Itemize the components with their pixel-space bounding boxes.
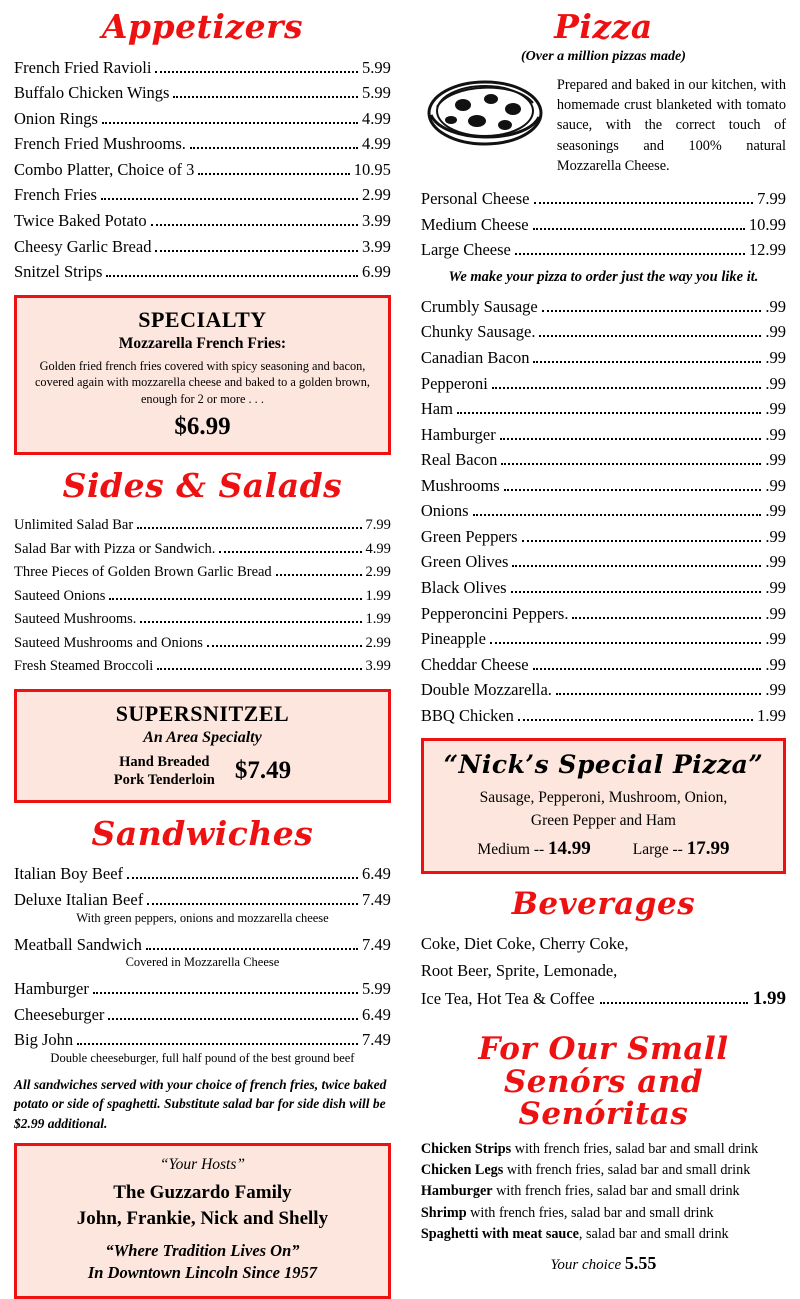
item-price: .99 [765, 552, 786, 572]
item-name: Three Pieces of Golden Brown Garlic Bread [14, 564, 272, 581]
pizza-sizes-list [421, 186, 786, 263]
specialty-subtitle: Mozzarella French Fries: [118, 334, 287, 352]
left-column [14, 7, 405, 1283]
beverages-heading: Beverages [511, 886, 696, 923]
item-desc: with french fries, salad bar and small drink [466, 1204, 714, 1221]
item-price: 6.99 [362, 262, 391, 282]
leader-dots [147, 903, 358, 905]
hosts-box [14, 1143, 391, 1299]
leader-dots [146, 948, 358, 950]
item-price: 10.95 [353, 159, 391, 179]
leader-dots [539, 335, 761, 337]
item-name: Canadian Bacon [420, 347, 530, 367]
item-price: .99 [765, 373, 786, 393]
leader-dots [518, 719, 753, 721]
leader-dots [151, 224, 358, 226]
menu-item [421, 549, 786, 575]
menu-item [14, 157, 391, 183]
item-name: Double Mozzarella. [420, 680, 552, 700]
appetizers-list [14, 55, 391, 285]
leader-dots [457, 412, 761, 414]
item-name: Hamburger [14, 979, 89, 999]
kids-list [421, 1139, 786, 1274]
item-name: Chicken Strips [420, 1140, 512, 1157]
item-price: .99 [765, 629, 786, 649]
item-price: 12.99 [748, 240, 786, 260]
leader-dots [207, 645, 362, 647]
item-price: 7.49 [362, 1030, 391, 1050]
item-name: French Fries [14, 185, 97, 205]
item-name: Sauteed Onions [14, 587, 106, 604]
leader-dots [501, 463, 761, 465]
leader-dots [102, 122, 358, 124]
item-name: Large Cheese [420, 240, 511, 260]
nicks-ingredients [436, 787, 771, 832]
item-name: Deluxe Italian Beef [14, 889, 144, 909]
item-price: 2.99 [362, 185, 391, 205]
menu-item [421, 524, 786, 550]
item-price: 5.99 [362, 83, 391, 103]
leader-dots [504, 489, 762, 491]
menu-item [421, 422, 786, 448]
hosts-family [29, 1180, 376, 1231]
pizza-illustration-icon [421, 73, 551, 156]
kids-heading [421, 1033, 786, 1131]
menu-item [14, 182, 391, 208]
leader-dots [106, 275, 358, 277]
item-price: .99 [765, 424, 786, 444]
item-name: Personal Cheese [420, 189, 530, 209]
item-name: Mushrooms [420, 475, 500, 495]
item-name: Cheeseburger [14, 1004, 105, 1024]
nicks-large [633, 838, 730, 860]
supersnitzel-label-line1: Hand Breaded [119, 753, 210, 770]
beverages-line1: Coke, Diet Coke, Cherry Coke, [420, 933, 629, 953]
item-price: .99 [765, 501, 786, 521]
leader-dots [157, 668, 361, 670]
item-price: 4.99 [365, 540, 391, 557]
item-name: Onion Rings [14, 108, 98, 128]
item-price: 5.99 [362, 57, 391, 77]
pizza-heading: Pizza [554, 7, 653, 46]
leader-dots [522, 540, 762, 542]
item-name: Buffalo Chicken Wings [14, 83, 170, 103]
list-item [421, 1203, 786, 1224]
supersnitzel-price: $7.49 [234, 756, 292, 784]
leader-dots [276, 574, 362, 576]
menu-item [421, 345, 786, 371]
menu-item [14, 80, 391, 106]
pizza-description: Prepared and baked in our kitchen, with homemade crust blanketed with tomato sauce, with the correct touch of seasonings and 100% natural Mozzarella Cheese. [556, 76, 786, 174]
beverages-price: 1.99 [752, 988, 786, 1010]
menu-item [421, 447, 786, 473]
menu-item [14, 585, 391, 608]
item-price: .99 [765, 399, 786, 419]
leader-dots [173, 96, 358, 98]
item-price: 3.99 [362, 211, 391, 231]
item-price: 10.99 [748, 214, 786, 234]
right-column [405, 7, 786, 1274]
item-price: 6.49 [362, 864, 391, 884]
item-price: .99 [765, 578, 786, 597]
item-name: French Fried Mushrooms. [14, 134, 186, 154]
menu-item [421, 498, 786, 524]
menu-item [421, 575, 786, 601]
menu-item [421, 473, 786, 499]
item-name: Hamburger [420, 424, 496, 444]
sides-list [14, 514, 391, 678]
sandwiches-list [14, 861, 391, 1065]
leader-dots [140, 621, 361, 623]
nicks-medium-label: Medium -- [477, 841, 545, 859]
leader-dots [473, 514, 762, 516]
item-price: 7.99 [365, 517, 391, 534]
menu-item [421, 703, 786, 729]
menu-item [14, 106, 391, 132]
item-name: Combo Platter, Choice of 3 [14, 159, 195, 179]
leader-dots [137, 527, 361, 529]
hosts-family-line1: The Guzzardo Family [113, 1182, 292, 1204]
item-desc: with french fries, salad bar and small drink [492, 1183, 740, 1200]
menu-item [421, 677, 786, 703]
pizza-order-note: We make your pizza to order just the way you like it. [448, 268, 759, 285]
item-price: 3.99 [362, 236, 391, 256]
specialty-title: SPECIALTY [138, 306, 267, 332]
menu-item [14, 932, 391, 958]
item-price: .99 [765, 526, 786, 546]
leader-dots [533, 361, 761, 363]
item-name: Italian Boy Beef [14, 864, 124, 884]
leader-dots [219, 551, 361, 553]
leader-dots [600, 1002, 748, 1004]
menu-item [14, 514, 391, 537]
leader-dots [533, 228, 745, 230]
menu-item [14, 538, 391, 561]
item-name: Hamburger [420, 1183, 493, 1200]
pizza-toppings-list [421, 294, 786, 729]
item-price: 1.99 [365, 587, 391, 604]
pizza-made-note: (Over a million pizzas made) [521, 48, 686, 64]
item-name: Ham [420, 399, 453, 419]
menu-item [421, 371, 786, 397]
leader-dots [155, 71, 358, 73]
item-name: Pineapple [420, 629, 486, 649]
item-name: Fresh Steamed Broccoli [14, 658, 154, 675]
beverages-line2: Root Beer, Sprite, Lemonade, [420, 960, 618, 980]
item-price: 3.99 [365, 658, 391, 675]
sandwiches-heading: Sandwiches [91, 813, 314, 853]
nicks-ingredients-line1: Sausage, Pepperoni, Mushroom, Onion, [479, 789, 728, 807]
menu-item [14, 608, 391, 631]
leader-dots [534, 202, 754, 204]
leader-dots [515, 253, 745, 255]
supersnitzel-label [114, 753, 215, 789]
supersnitzel-label-line2: Pork Tenderloin [113, 771, 215, 788]
nicks-medium-price: 14.99 [548, 838, 591, 860]
specialty-description: Golden fried french fries covered with spicy seasoning and bacon, covered again with mozzarella cheese and baked to a golden brown, enough for 2 or more . . . [34, 358, 370, 406]
nicks-sizes [436, 838, 771, 860]
item-name: Pepperoncini Peppers. [420, 603, 569, 623]
item-price: 7.99 [757, 189, 786, 209]
list-item [421, 1224, 786, 1245]
leader-dots [492, 387, 762, 389]
item-name: Medium Cheese [420, 214, 529, 234]
item-price: .99 [765, 654, 786, 674]
hosts-tagline-line1: “Where Tradition Lives On” [105, 1240, 300, 1260]
leader-dots [556, 693, 761, 695]
menu-item [14, 861, 391, 887]
leader-dots [127, 877, 358, 879]
supersnitzel-subtitle: An Area Specialty [143, 728, 262, 746]
hosts-family-line2: John, Frankie, Nick and Shelly [76, 1208, 329, 1230]
nicks-large-label: Large -- [632, 841, 683, 859]
item-note: Covered in Mozzarella Cheese [125, 955, 280, 970]
menu-item [421, 186, 786, 212]
menu-item [14, 234, 391, 260]
supersnitzel-detail [29, 753, 376, 789]
item-price: 4.99 [362, 108, 391, 128]
menu-item [14, 259, 391, 285]
menu-item [421, 319, 786, 345]
item-price: .99 [765, 680, 786, 700]
supersnitzel-box [14, 689, 391, 803]
appetizers-heading: Appetizers [101, 7, 304, 46]
hosts-quote: “Your Hosts” [159, 1156, 246, 1174]
item-price: 2.99 [365, 634, 391, 651]
item-name: Chicken Legs [420, 1162, 504, 1178]
item-name: Black Olives [420, 578, 507, 597]
beverages-line3-row [421, 984, 786, 1015]
item-note: With green peppers, onions and mozzarella cheese [76, 910, 329, 925]
nicks-title: “Nick’s Special Pizza” [443, 750, 764, 780]
leader-dots [500, 438, 762, 440]
item-price: 4.99 [362, 134, 391, 154]
item-note: Double cheeseburger, full half pound of the best ground beef [50, 1050, 355, 1065]
item-name: Spaghetti with meat sauce [420, 1225, 579, 1242]
menu-item [14, 1002, 391, 1028]
item-price: 2.99 [365, 564, 391, 581]
item-name: Cheddar Cheese [420, 654, 529, 674]
menu-item [421, 237, 786, 263]
item-name: Unlimited Salad Bar [14, 517, 134, 534]
nicks-large-price: 17.99 [686, 838, 730, 860]
item-name: Green Olives [420, 552, 509, 572]
menu-item [14, 655, 391, 678]
item-price: 1.99 [757, 705, 786, 725]
item-name: Onions [420, 501, 469, 521]
item-name: Pepperoni [420, 373, 488, 393]
leader-dots [108, 1018, 358, 1020]
leader-dots [512, 565, 761, 567]
kids-heading-line2: Senórs and Senóritas [503, 1063, 704, 1133]
item-name: Cheesy Garlic Bread [14, 236, 152, 256]
leader-dots [101, 198, 358, 200]
hosts-tagline [29, 1240, 376, 1285]
item-price: .99 [765, 296, 786, 316]
beverages-list [421, 931, 786, 1015]
item-name: Green Peppers [420, 526, 518, 546]
menu-item [421, 396, 786, 422]
leader-dots [190, 147, 358, 149]
item-name: Snitzel Strips [14, 262, 103, 282]
item-name: Real Bacon [420, 450, 498, 470]
item-price: .99 [765, 450, 786, 470]
pizza-intro [421, 71, 786, 176]
item-price: 7.49 [362, 889, 391, 909]
item-price: 1.99 [365, 611, 391, 628]
hosts-tagline-line2: In Downtown Lincoln Since 1957 [87, 1263, 318, 1283]
kids-heading-line1: For Our Small [478, 1031, 729, 1068]
menu-item [14, 208, 391, 234]
item-desc: with french fries, salad bar and small drink [511, 1140, 759, 1157]
item-desc: with french fries, salad bar and small drink [503, 1162, 751, 1178]
menu-item [421, 601, 786, 627]
item-name: Salad Bar with Pizza or Sandwich. [14, 540, 216, 557]
item-price: .99 [765, 603, 786, 623]
menu-item [14, 1027, 391, 1053]
list-item [421, 1160, 786, 1181]
sides-heading: Sides & Salads [62, 466, 343, 506]
beverages-line3: Ice Tea, Hot Tea & Coffee [420, 989, 595, 1009]
item-name: Chunky Sausage. [420, 322, 536, 342]
menu-item [421, 652, 786, 678]
nicks-ingredients-line2: Green Pepper and Ham [530, 811, 676, 829]
menu-item [14, 887, 391, 913]
item-price: 5.99 [362, 979, 391, 999]
item-price: 6.49 [362, 1004, 391, 1024]
item-price: .99 [765, 322, 786, 342]
menu-item [14, 55, 391, 81]
leader-dots [533, 668, 762, 670]
item-price: 7.49 [362, 934, 391, 954]
item-name: Shrimp [420, 1204, 467, 1221]
list-item [421, 1139, 786, 1160]
sandwiches-footnote: All sandwiches served with your choice of french fries, twice baked potato or side of spaghetti. Substitute salad bar for side dish will be $2.99 additional. [14, 1076, 387, 1131]
item-name: Meatball Sandwich [14, 934, 142, 954]
leader-dots [198, 173, 349, 175]
menu-item [14, 561, 391, 584]
nicks-medium [477, 838, 590, 860]
item-name: Crumbly Sausage [420, 296, 538, 316]
item-name: BBQ Chicken [420, 705, 514, 725]
item-name: Sauteed Mushrooms and Onions [14, 634, 203, 651]
item-price: .99 [765, 347, 786, 367]
menu-item [421, 212, 786, 238]
leader-dots [155, 250, 358, 252]
kids-choice-price: 5.55 [624, 1253, 657, 1274]
menu-item [421, 294, 786, 320]
specialty-box [14, 295, 391, 456]
item-name: Sauteed Mushrooms. [14, 611, 137, 628]
menu-item [14, 632, 391, 655]
leader-dots [511, 591, 762, 593]
kids-choice-label: Your choice [550, 1257, 622, 1274]
leader-dots [109, 598, 361, 600]
menu-item [421, 626, 786, 652]
leader-dots [93, 992, 358, 994]
item-price: .99 [765, 475, 786, 495]
item-name: Twice Baked Potato [14, 211, 147, 231]
kids-choice [421, 1253, 786, 1274]
list-item [421, 1181, 786, 1202]
leader-dots [490, 642, 761, 644]
leader-dots [77, 1043, 358, 1045]
specialty-price: $6.99 [174, 413, 231, 441]
nicks-special-box [421, 738, 786, 874]
leader-dots [572, 617, 761, 619]
item-name: French Fried Ravioli [14, 57, 152, 77]
supersnitzel-title: SUPERSNITZEL [115, 700, 290, 726]
menu-item [14, 131, 391, 157]
item-name: Big John [14, 1030, 74, 1050]
leader-dots [542, 310, 762, 312]
item-desc: , salad bar and small drink [578, 1225, 729, 1242]
menu-item [14, 976, 391, 1002]
